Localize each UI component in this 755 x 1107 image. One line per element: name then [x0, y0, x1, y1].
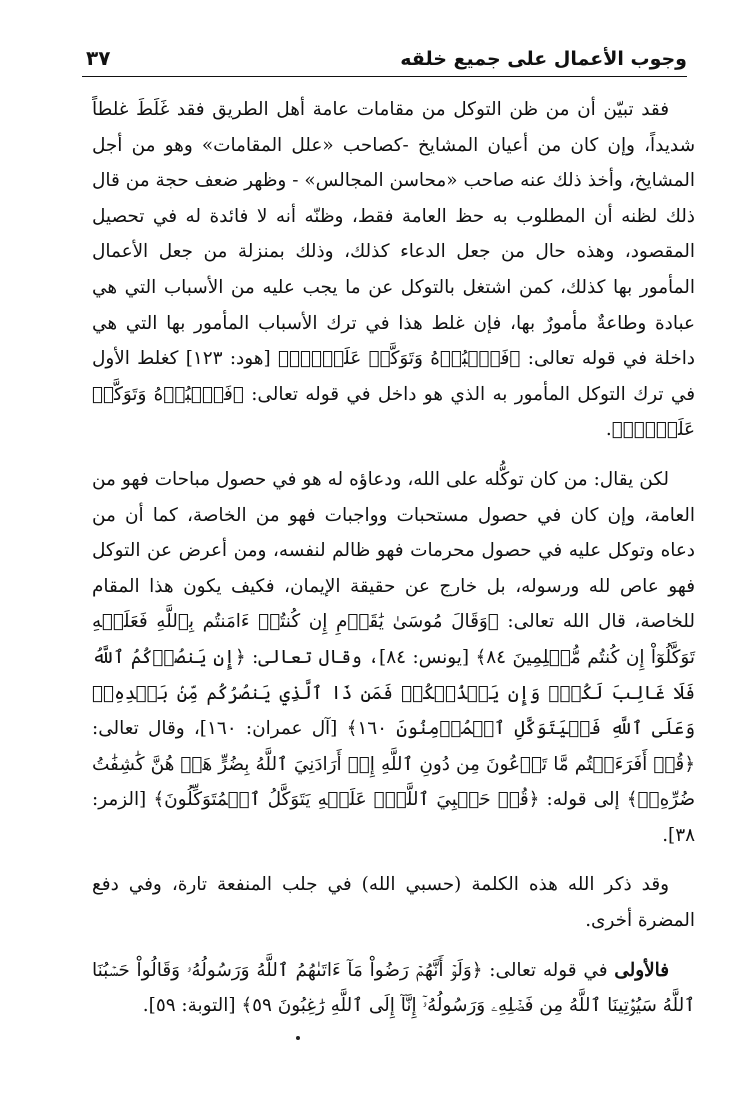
paragraph-2: لكن يقال: من كان توكُّله على الله، ودعاؤه له هو في حصول مباحات فهو من العامة، وإن كان في حصول مستحبات وواجبات فهو من الخاصة، كما أن من دعاه وتوكل عليه في حصول محرمات فهو ظالم لنفسه، ومن أعرض عن التوكل فهو عاص لله ورسوله، بل خارج عن حقيقة الإيمان، فكيف يكون هذا المقام للخاصة، قال الله تعالى: ﴿وَقَالَ مُوسَىٰ يَٰقَوۡمِ إِن كُنتُمۡ ءَامَنتُم بِٱللَّهِ فَعَلَيۡهِ تَوَكَّلُوٓاْ إِن كُنتُم مُّسۡلِمِينَ ٨٤﴾ [يونس: ٨٤]، وقال تعالى: ﴿إِن يَنصُرۡكُمُ ٱللَّهُ فَلَا غَالِبَ لَكُمۡۖ وَإِن يَخۡذُلۡكُمۡ فَمَن ذَا ٱلَّذِي يَنصُرُكُم مِّنۢ بَعۡدِهِۦۗ وَعَلَى ٱللَّهِ فَلۡيَتَوَكَّلِ ٱلۡمُؤۡمِنُونَ ١٦٠﴾ [آل عمران: ١٦٠]، وقال تعالى: ﴿قُلۡ أَفَرَءَيۡتُم مَّا تَدۡعُونَ مِن دُونِ ٱللَّهِ إِنۡ أَرَادَنِيَ ٱللَّهُ بِضُرٍّ هَلۡ هُنَّ كَٰشِفَٰتُ ضُرِّهِۦٓ﴾ إلى قوله: ﴿قُلۡ حَسۡبِيَ ٱللَّهُۖ عَلَيۡهِ يَتَوَكَّلُ ٱلۡمُتَوَكِّلُونَ﴾ [الزمر: ٣٨]. — [92, 468, 696, 846]
page-dot — [296, 1036, 300, 1040]
paragraph-4-lead: فالأولى — [614, 959, 669, 981]
running-header — [82, 42, 687, 77]
paragraph-4-text: في قوله تعالى: ﴿وَلَوۡ أَنَّهُمۡ رَضُواْ مَآ ءَاتَىٰهُمُ ٱللَّهُ وَرَسُولُهُۥ وَقَالُواْ حَسۡبُنَا ٱللَّهُ سَيُؤۡتِينَا ٱللَّهُ مِن فَضۡلِهِۦ وَرَسُولُهُۥٓ إِنَّآ إِلَى ٱللَّهِ رَٰغِبُونَ ٥٩﴾ [التوبة: ٥٩]. — [92, 959, 695, 1017]
paragraph-1: فقد تبيّن أن من ظن التوكل من مقامات عامة أهل الطريق فقد غَلَطَ غلطاً شديداً، وإن كان من أعيان المشايخ -كصاحب «علل المقامات» وهو من أجل المشايخ، وأخذ ذلك عنه صاحب «محاسن المجالس» - وظهر ضعف حجة من قال ذلك لظنه أن المطلوب به حظ العامة فقط، وظنّه أنه لا فائدة له في تحصيل المقصود، وهذه حال من جعل الدعاء كذلك، وذلك بمنزلة من جعل الأعمال المأمور بها كذلك، كمن اشتغل بالتوكل عن ما يجب عليه من الأسباب التي هي عبادة وطاعةٌ مأمورٌ بها، فإن غلط هذا في ترك الأسباب المأمور بها التي هي داخلة في قوله تعالى: ﴿فَٱعۡبُدۡهُ وَتَوَكَّلۡ عَلَيۡهِۚ﴾ [هود: ١٢٣] كغلط الأول في ترك التوكل المأمور به الذي هو داخل في قوله تعالى: ﴿فَٱعۡبُدۡهُ وَتَوَكَّلۡ عَلَيۡهِۚ﴾. — [92, 99, 695, 441]
paragraph-3: وقد ذكر الله هذه الكلمة (حسبي الله) في جلب المنفعة تارة، وفي دفع المضرة أخرى. — [92, 874, 695, 932]
page-body — [92, 92, 695, 1024]
page-number: ٣٧ — [86, 46, 111, 70]
paragraph-4 — [92, 953, 695, 1024]
header-title: وجوب الأعمال على جميع خلقه — [400, 48, 687, 70]
